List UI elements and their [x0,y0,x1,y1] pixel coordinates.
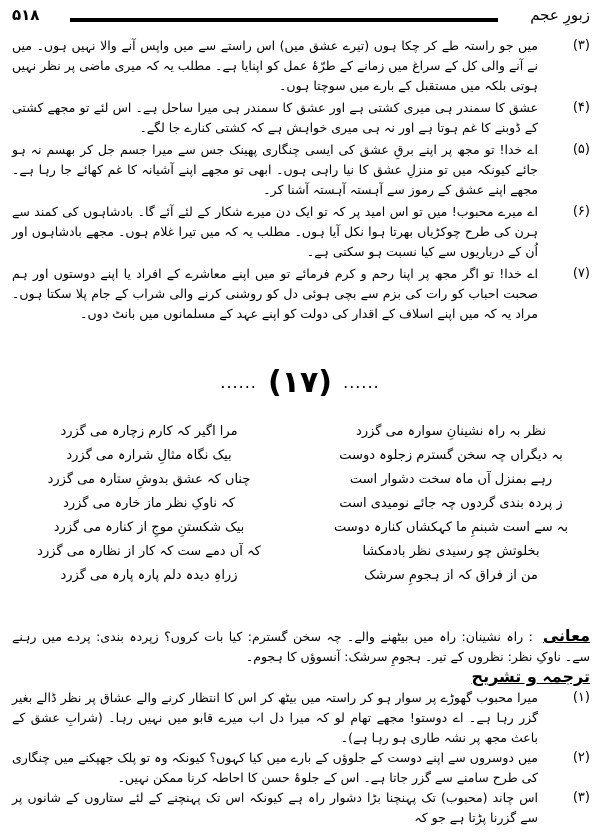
translation-heading: ترجمہ و تشریح [471,667,590,686]
paragraph-7 [12,264,590,324]
translation-text: میں دوسروں سے اپنے دوست کے جلوؤں کے بارے میں کیا کہوں؟ کیونکہ وہ تو پلک جھپکنے میں چنگاری کی طرح سامنے سے گزر جاتا ہے۔ اس کے جلوۂ حسن کا احاطہ کرنا ممکن نہیں۔ [12,750,538,785]
chapter-dots-left: ...... [220,373,257,392]
verse-line: بہ سے است شبنمِ ما کہکشاں کنارہ دوست [333,520,569,535]
translation-item-2 [12,748,590,788]
verse-line: بیک شکستنِ موجِ از کنارہ می گزرد [53,520,245,535]
poem-first-hemistichs [316,420,586,588]
verse-line: مرا اگیر کہ کارم زچارہ می گزرد [60,424,238,439]
notes-section [12,626,590,828]
verse-line: چناں کہ عشق بدوشِ ستارہ می گزرد [47,472,251,487]
verse-line: ز پردہ بندی گردوں چہ جائے نومیدی است [339,496,563,511]
verse-line: من از فراق کہ از ہجومِ سرشک [364,568,538,583]
translation-text: میرا محبوب گھوڑے پر سوار ہو کر راستہ میں بیٹھ کر اس کا انتظار کرنے والے عشاق پر نظر ڈالے بغیر گزر رہا ہے۔ اے دوستو! مجھے تھام لو کہ میرا دل اب میرے قابو میں نہیں رہا۔ (شرابِ عشق کے باعث مجھ پر نشہ طاری ہو رہا ہے)۔ [12,690,538,745]
page-header [12,6,590,32]
paragraph-text: عشق کا سمندر ہی میری کشتی ہے اور عشق کا سمندر ہی میرا ساحل ہے۔ اس لئے تو مجھے کشتی کے ڈوبنے کا غم ہوتا ہے اور نہ ہی میری خواہش ہے کہ کشتی کنارے جا لگے۔ [12,100,538,135]
paragraph-number: (۳) [572,38,590,53]
paragraph-5 [12,140,590,200]
paragraph-4 [12,98,590,138]
paragraph-number: (۷) [572,266,590,281]
paragraph-text: میں جو راستہ طے کر چکا ہوں (تیرے عشق میں) اس راستے سے میں واپس آنے والا نہیں ہوں۔ میں نے آنے والی کل کے سراغ میں زمانے کے طرّۂ عمل کو اپنایا ہے۔ مطلب یہ کہ میری ماضی پر نظر نہیں ہوتی بلکہ میں مستقبل کے بارے میں سوچتا ہوں۔ [12,38,538,93]
paragraph-text: اے خدا! تو اگر مجھ پر اپنا رحم و کرم فرمائے تو میں اپنے معاشرے کے افراد یا اپنے دوستوں اور ہم صحبت احباب کو رات کی بزم سے بچی ہوئی دل کو روشنی کرنے والی شراب کے جام پلا سکتا ہوں۔ مراد یہ کہ میں اپنے اسلاف کے اقدار کی دولت کو اپنے عہد کے مسلمانوں میں بانٹ دوں۔ [12,266,538,321]
translation-heading-row [12,667,590,688]
verse-line: نظر بہ راہ نشینانِ سوارہ می گزرد [356,424,546,439]
paragraph-text: اے میرے محبوب! میں تو اس امید پر کہ تو ایک دن میرے شکار کے لئے آئے گا۔ بادشاہوں کی کمند سے ہرن کی طرح چوکڑیاں بھرتا ہوا نکل آیا ہوں۔ مطلب یہ کہ میں تیرا غلام ہوں۔ مجھے بادشاہوں اور اُن کے درباریوں سے کیا نسبت ہو سکتی ہے۔ [12,204,538,259]
verse-line: زراہِ دیدہ دلم پارہ پارہ می گزرد [60,568,238,583]
glossary-heading: معانی [542,626,590,645]
translation-item-1 [12,688,590,748]
translation-text: اس چاند (محبوب) تک پہنچنا بڑا دشوار راہ ہے کیونکہ اس تک پہنچنے کے لئے ستاروں کے شانوں پر سے گزرنا پڑتا ہے جو کہ [12,790,538,825]
translation-item-3 [12,788,590,828]
verse-line: بیک نگاہ مثالِ شرارہ می گزرد [66,448,232,463]
header-rule [70,18,498,22]
glossary-text: : راہ نشینان: راہ میں بیٹھنے والے۔ چہ سخن گسترم: کیا بات کروں؟ زپردہ بندی: پردے میں رہنے سے۔ ناوکِ نظر: نظروں کے تیر۔ ہجومِ سرشک: آنسوؤں کا ہجوم۔ [12,629,590,664]
translation-number: (۱) [572,690,590,705]
verse-line: کہ ناوکِ نظر ماز خارہ می گزرد [63,496,235,511]
paragraph-6 [12,202,590,262]
chapter-dots-right: ...... [343,373,380,392]
verse-line: کہ آں دمے ست کہ کار از نظارہ می گزرد [37,544,261,559]
paragraph-3 [12,36,590,96]
book-title: زبورِ عجم [530,6,590,24]
chapter-heading [0,365,600,400]
verse-line: بہ دیگراں چہ سخن گسترم زجلوہ دوست [339,448,563,463]
translation-number: (۲) [572,750,590,765]
commentary-paragraphs [12,36,590,326]
verse-line: رہے بمنزل آں ماہ سخت دشوار است [349,472,553,487]
verse-line: بخلوتش چو رسیدی نظر بادمکشا [362,544,540,559]
page-number: ۵۱۸ [12,6,40,24]
paragraph-number: (۶) [572,204,590,219]
paragraph-number: (۵) [572,142,590,157]
glossary [12,626,590,667]
paragraph-text: اے خدا! تو مجھ پر اپنے برقِ عشق کی ایسی چنگاری پھینک جس سے میرا جسم جل کر بھسم نہ ہو جائے کیونکہ میں تو منزلِ عشق کا نیا راہی ہوں۔ ابھی تو مجھے اپنے آشیانہ کا غم کھائے جا رہا ہے۔ مجھے اپنے عشق کے رموز سے آہستہ آہستہ آشنا کر۔ [12,142,538,197]
paragraph-number: (۴) [572,100,590,115]
poem-second-hemistichs [14,420,284,588]
translation-number: (۳) [572,790,590,805]
chapter-number: (۱۷) [267,365,333,400]
